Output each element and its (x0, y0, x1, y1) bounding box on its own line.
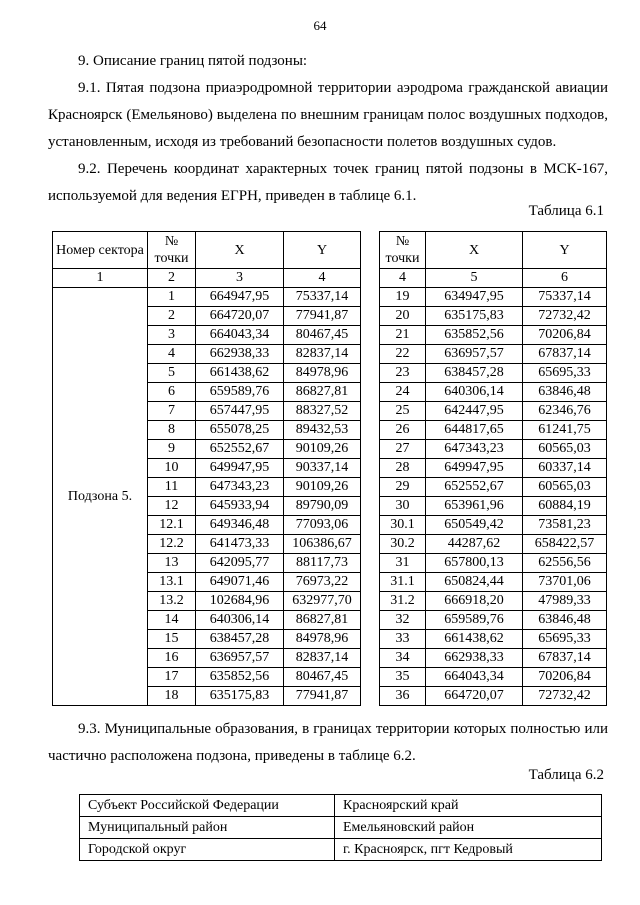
x-cell: 634947,95 (426, 288, 523, 307)
y-cell: 63846,48 (523, 383, 607, 402)
point-number-cell: 34 (380, 649, 426, 668)
table-row (380, 535, 607, 554)
column-number: 4 (380, 269, 426, 288)
point-number-cell: 5 (148, 364, 196, 383)
y-cell: 70206,84 (523, 668, 607, 687)
x-cell: 642095,77 (196, 554, 284, 573)
y-cell: 61241,75 (523, 421, 607, 440)
y-cell: 89432,53 (284, 421, 361, 440)
table2-caption: Таблица 6.2 (528, 767, 604, 783)
paragraph-9-3: 9.3. Муниципальные образования, в границах территории которых полностью или частично расположена подзона, приведены в таблице 6.2. (48, 721, 608, 764)
table-row (380, 345, 607, 364)
x-cell: 647343,23 (196, 478, 284, 497)
y-cell: 632977,70 (284, 592, 361, 611)
header-x: X (196, 232, 284, 269)
y-cell: 62556,56 (523, 554, 607, 573)
header-sector: Номер сектора (53, 232, 148, 269)
y-cell: 75337,14 (523, 288, 607, 307)
y-cell: 90109,26 (284, 440, 361, 459)
point-number-cell: 33 (380, 630, 426, 649)
point-number-cell: 30 (380, 497, 426, 516)
x-cell: 640306,14 (426, 383, 523, 402)
x-cell: 647343,23 (426, 440, 523, 459)
point-number-cell: 13.2 (148, 592, 196, 611)
x-cell: 662938,33 (426, 649, 523, 668)
point-number-cell: 16 (148, 649, 196, 668)
y-cell: 73581,23 (523, 516, 607, 535)
y-cell: 84978,96 (284, 630, 361, 649)
point-number-cell: 18 (148, 687, 196, 706)
table-row (380, 630, 607, 649)
y-cell: 106386,67 (284, 535, 361, 554)
table-row (380, 326, 607, 345)
y-cell: 60565,03 (523, 440, 607, 459)
point-number-cell: 11 (148, 478, 196, 497)
column-number: 1 (53, 269, 148, 288)
x-cell: 664947,95 (196, 288, 284, 307)
coordinates-table-left (52, 231, 361, 706)
point-number-cell: 13 (148, 554, 196, 573)
point-number-cell: 31.1 (380, 573, 426, 592)
point-number-cell: 27 (380, 440, 426, 459)
point-number-cell: 6 (148, 383, 196, 402)
x-cell: 645933,94 (196, 497, 284, 516)
y-cell: 72732,42 (523, 307, 607, 326)
table-row (380, 459, 607, 478)
point-number-cell: 21 (380, 326, 426, 345)
y-cell: 47989,33 (523, 592, 607, 611)
y-cell: 67837,14 (523, 345, 607, 364)
y-cell: 63846,48 (523, 611, 607, 630)
table-row (80, 817, 602, 839)
point-number-cell: 19 (380, 288, 426, 307)
x-cell: 659589,76 (196, 383, 284, 402)
table-row (380, 573, 607, 592)
x-cell: 649346,48 (196, 516, 284, 535)
label-cell: Городской округ (80, 839, 335, 861)
x-cell: 635175,83 (426, 307, 523, 326)
y-cell: 658422,57 (523, 535, 607, 554)
point-number-cell: 4 (148, 345, 196, 364)
table-row (380, 478, 607, 497)
point-number-cell: 17 (148, 668, 196, 687)
x-cell: 659589,76 (426, 611, 523, 630)
header-x: X (426, 232, 523, 269)
table-row (380, 497, 607, 516)
column-number: 5 (426, 269, 523, 288)
point-number-cell: 20 (380, 307, 426, 326)
coordinates-table-right (379, 231, 607, 706)
coordinates-table-right-body (380, 288, 607, 706)
table-row (380, 687, 607, 706)
x-cell: 635852,56 (196, 668, 284, 687)
y-cell: 90337,14 (284, 459, 361, 478)
column-number: 3 (196, 269, 284, 288)
y-cell: 88327,52 (284, 402, 361, 421)
point-number-cell: 36 (380, 687, 426, 706)
y-cell: 77941,87 (284, 687, 361, 706)
point-number-cell: 13.1 (148, 573, 196, 592)
label-cell: Субъект Российской Федерации (80, 795, 335, 817)
y-cell: 89790,09 (284, 497, 361, 516)
y-cell: 65695,33 (523, 364, 607, 383)
point-number-cell: 29 (380, 478, 426, 497)
y-cell: 76973,22 (284, 573, 361, 592)
y-cell: 82837,14 (284, 649, 361, 668)
x-cell: 44287,62 (426, 535, 523, 554)
x-cell: 649947,95 (426, 459, 523, 478)
y-cell: 77093,06 (284, 516, 361, 535)
table-row (80, 839, 602, 861)
y-cell: 62346,76 (523, 402, 607, 421)
x-cell: 641473,33 (196, 535, 284, 554)
y-cell: 82837,14 (284, 345, 361, 364)
x-cell: 649071,46 (196, 573, 284, 592)
point-number-cell: 10 (148, 459, 196, 478)
x-cell: 650549,42 (426, 516, 523, 535)
point-number-cell: 15 (148, 630, 196, 649)
table-row (380, 554, 607, 573)
x-cell: 662938,33 (196, 345, 284, 364)
table-row (380, 649, 607, 668)
point-number-cell: 31 (380, 554, 426, 573)
municipal-table-body (80, 795, 602, 861)
column-number: 4 (284, 269, 361, 288)
point-number-cell: 9 (148, 440, 196, 459)
table-row (380, 288, 607, 307)
table-row (380, 364, 607, 383)
x-cell: 666918,20 (426, 592, 523, 611)
point-number-cell: 3 (148, 326, 196, 345)
y-cell: 86827,81 (284, 611, 361, 630)
point-number-cell: 12 (148, 497, 196, 516)
table-row (80, 795, 602, 817)
x-cell: 102684,96 (196, 592, 284, 611)
table-row (380, 440, 607, 459)
y-cell: 73701,06 (523, 573, 607, 592)
y-cell: 90109,26 (284, 478, 361, 497)
point-number-cell: 14 (148, 611, 196, 630)
x-cell: 661438,62 (426, 630, 523, 649)
point-number-cell: 23 (380, 364, 426, 383)
table-row (380, 421, 607, 440)
point-number-cell: 30.2 (380, 535, 426, 554)
point-number-cell: 28 (380, 459, 426, 478)
x-cell: 644817,65 (426, 421, 523, 440)
x-cell: 650824,44 (426, 573, 523, 592)
x-cell: 638457,28 (426, 364, 523, 383)
y-cell: 86827,81 (284, 383, 361, 402)
x-cell: 664720,07 (196, 307, 284, 326)
point-number-cell: 30.1 (380, 516, 426, 535)
header-y: Y (523, 232, 607, 269)
table-row (53, 288, 361, 307)
y-cell: 60884,19 (523, 497, 607, 516)
paragraph-9-1: 9.1. Пятая подзона приаэродромной территории аэродрома гражданской авиации Красноярск (Емельяново) выделена по внешним границам полос воздушных подходов, установленным, исходя из требований безопасности полетов воздушных судов. (48, 80, 608, 150)
header-y: Y (284, 232, 361, 269)
x-cell: 636957,57 (196, 649, 284, 668)
point-number-cell: 35 (380, 668, 426, 687)
page-number: 64 (313, 18, 327, 33)
x-cell: 664720,07 (426, 687, 523, 706)
point-number-cell: 2 (148, 307, 196, 326)
x-cell: 635852,56 (426, 326, 523, 345)
value-cell: г. Красноярск, пгт Кедровый (335, 839, 602, 861)
y-cell: 60565,03 (523, 478, 607, 497)
y-cell: 84978,96 (284, 364, 361, 383)
x-cell: 664043,34 (196, 326, 284, 345)
x-cell: 657447,95 (196, 402, 284, 421)
table-row (380, 592, 607, 611)
point-number-cell: 31.2 (380, 592, 426, 611)
point-number-cell: 7 (148, 402, 196, 421)
x-cell: 652552,67 (426, 478, 523, 497)
point-number-cell: 32 (380, 611, 426, 630)
x-cell: 653961,96 (426, 497, 523, 516)
point-number-cell: 12.1 (148, 516, 196, 535)
header-point-number: № точки (148, 232, 196, 269)
y-cell: 77941,87 (284, 307, 361, 326)
point-number-cell: 8 (148, 421, 196, 440)
y-cell: 88117,73 (284, 554, 361, 573)
x-cell: 640306,14 (196, 611, 284, 630)
x-cell: 652552,67 (196, 440, 284, 459)
x-cell: 649947,95 (196, 459, 284, 478)
point-number-cell: 12.2 (148, 535, 196, 554)
table1-caption: Таблица 6.1 (528, 203, 604, 219)
x-cell: 635175,83 (196, 687, 284, 706)
x-cell: 638457,28 (196, 630, 284, 649)
column-number: 6 (523, 269, 607, 288)
label-cell: Муниципальный район (80, 817, 335, 839)
point-number-cell: 24 (380, 383, 426, 402)
y-cell: 80467,45 (284, 326, 361, 345)
x-cell: 636957,57 (426, 345, 523, 364)
header-point-number: № точки (380, 232, 426, 269)
x-cell: 664043,34 (426, 668, 523, 687)
x-cell: 655078,25 (196, 421, 284, 440)
section-title: 9. Описание границ пятой подзоны: (78, 53, 308, 69)
table-row (380, 383, 607, 402)
table-row (380, 516, 607, 535)
y-cell: 60337,14 (523, 459, 607, 478)
column-number: 2 (148, 269, 196, 288)
y-cell: 72732,42 (523, 687, 607, 706)
table-row (380, 668, 607, 687)
point-number-cell: 22 (380, 345, 426, 364)
x-cell: 657800,13 (426, 554, 523, 573)
point-number-cell: 1 (148, 288, 196, 307)
y-cell: 80467,45 (284, 668, 361, 687)
table-row (380, 611, 607, 630)
y-cell: 70206,84 (523, 326, 607, 345)
x-cell: 642447,95 (426, 402, 523, 421)
coordinates-table-left-body (53, 288, 361, 706)
y-cell: 65695,33 (523, 630, 607, 649)
sector-name-cell: Подзона 5. (53, 288, 148, 706)
municipal-table (79, 794, 602, 861)
value-cell: Емельяновский район (335, 817, 602, 839)
point-number-cell: 26 (380, 421, 426, 440)
point-number-cell: 25 (380, 402, 426, 421)
y-cell: 75337,14 (284, 288, 361, 307)
x-cell: 661438,62 (196, 364, 284, 383)
paragraph-9-2: 9.2. Перечень координат характерных точек границ пятой подзоны в МСК-167, используемой для ведения ЕГРН, приведен в таблице 6.1. (48, 161, 608, 204)
table-row (380, 402, 607, 421)
y-cell: 67837,14 (523, 649, 607, 668)
value-cell: Красноярский край (335, 795, 602, 817)
table-row (380, 307, 607, 326)
